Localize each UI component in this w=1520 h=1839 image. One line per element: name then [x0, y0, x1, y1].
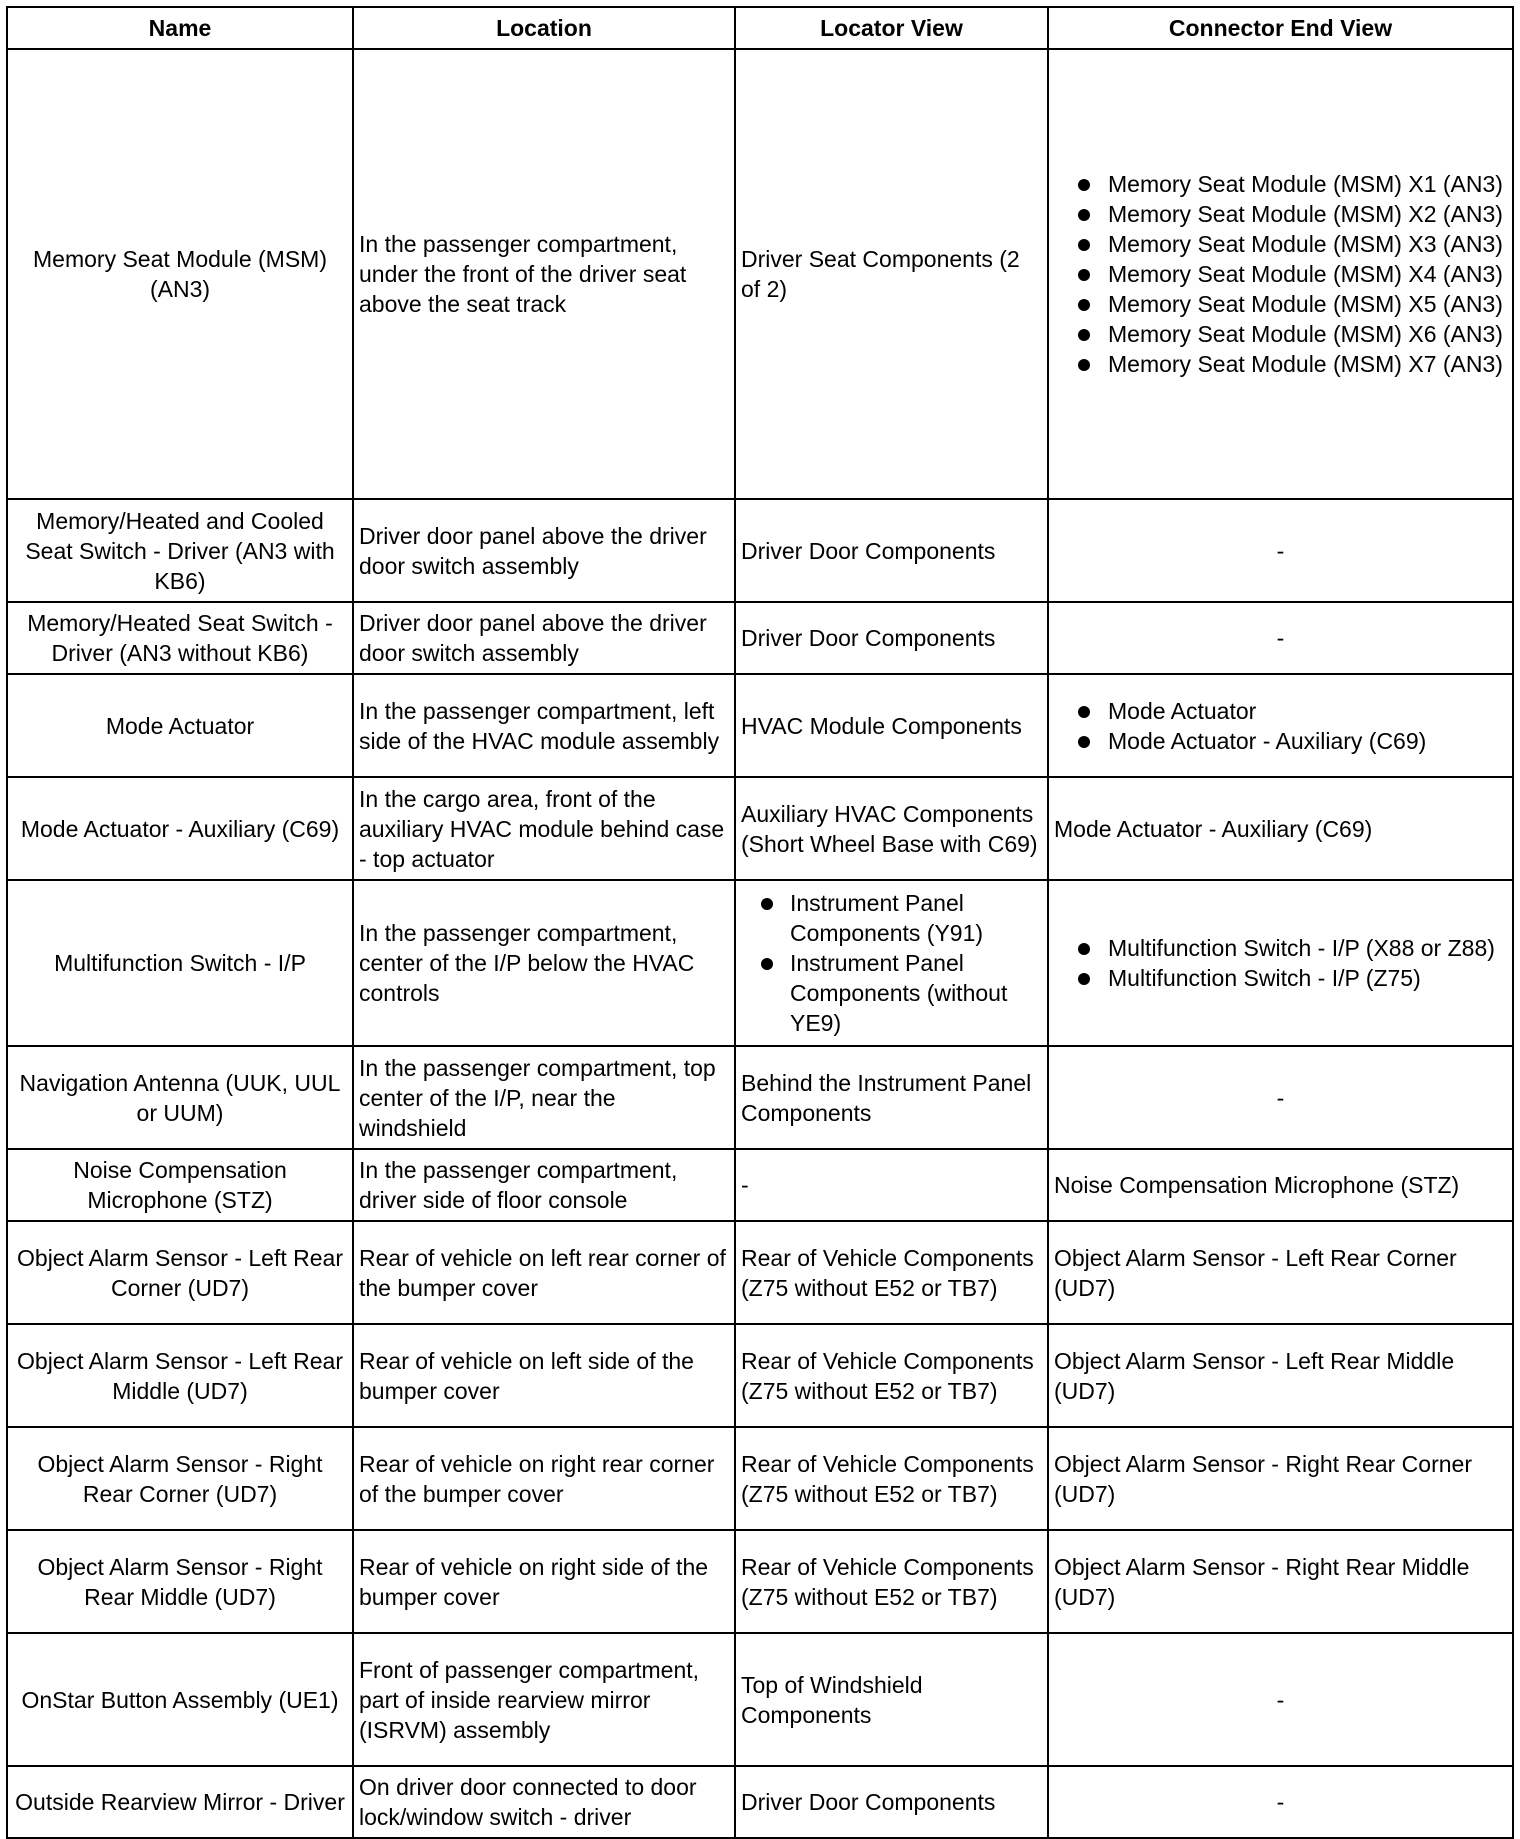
cell-locator-view — [735, 880, 1048, 1046]
cell-location: In the passenger compartment, driver side of floor console — [353, 1149, 735, 1221]
cell-connector-end-view: Object Alarm Sensor - Left Rear Middle (UD7) — [1048, 1324, 1513, 1427]
table-row — [7, 777, 1513, 880]
cell-connector-end-view: Object Alarm Sensor - Right Rear Middle (UD7) — [1048, 1530, 1513, 1633]
cell-location: Rear of vehicle on right rear corner of the bumper cover — [353, 1427, 735, 1530]
list-item: Instrument Panel Components (without YE9) — [741, 948, 1042, 1038]
table-row — [7, 49, 1513, 499]
list-item: Memory Seat Module (MSM) X5 (AN3) — [1054, 289, 1507, 319]
cell-location: In the passenger compartment, top center of the I/P, near the windshield — [353, 1046, 735, 1149]
cell-locator-view: Driver Door Components — [735, 499, 1048, 602]
cell-locator-view: Top of Windshield Components — [735, 1633, 1048, 1766]
cell-name: Object Alarm Sensor - Left Rear Middle (UD7) — [7, 1324, 353, 1427]
cell-location: In the passenger compartment, center of the I/P below the HVAC controls — [353, 880, 735, 1046]
header-location: Location — [353, 7, 735, 49]
cell-location: Driver door panel above the driver door switch assembly — [353, 499, 735, 602]
cell-connector-end-view — [1048, 49, 1513, 499]
list-item: Multifunction Switch - I/P (Z75) — [1054, 963, 1507, 993]
cell-locator-view: Rear of Vehicle Components (Z75 without E52 or TB7) — [735, 1324, 1048, 1427]
cell-locator-view: - — [735, 1149, 1048, 1221]
header-connector-end-view: Connector End View — [1048, 7, 1513, 49]
cell-location: In the passenger compartment, left side of the HVAC module assembly — [353, 674, 735, 777]
list-item: Memory Seat Module (MSM) X1 (AN3) — [1054, 169, 1507, 199]
table-row — [7, 1530, 1513, 1633]
connector-list — [1054, 169, 1507, 379]
cell-name: Object Alarm Sensor - Left Rear Corner (UD7) — [7, 1221, 353, 1324]
cell-name: Multifunction Switch - I/P — [7, 880, 353, 1046]
list-item: Multifunction Switch - I/P (X88 or Z88) — [1054, 933, 1507, 963]
cell-locator-view: Rear of Vehicle Components (Z75 without E52 or TB7) — [735, 1530, 1048, 1633]
cell-location: Driver door panel above the driver door switch assembly — [353, 602, 735, 674]
header-row — [7, 7, 1513, 49]
list-item: Memory Seat Module (MSM) X7 (AN3) — [1054, 349, 1507, 379]
connector-list — [1054, 933, 1507, 993]
cell-name: Mode Actuator - Auxiliary (C69) — [7, 777, 353, 880]
cell-connector-end-view: Object Alarm Sensor - Right Rear Corner (UD7) — [1048, 1427, 1513, 1530]
cell-name: Mode Actuator — [7, 674, 353, 777]
table-row — [7, 880, 1513, 1046]
table-row — [7, 602, 1513, 674]
cell-connector-end-view: - — [1048, 1766, 1513, 1838]
cell-locator-view: Driver Door Components — [735, 602, 1048, 674]
cell-locator-view: Rear of Vehicle Components (Z75 without E52 or TB7) — [735, 1221, 1048, 1324]
list-item: Mode Actuator - Auxiliary (C69) — [1054, 726, 1507, 756]
list-item: Memory Seat Module (MSM) X3 (AN3) — [1054, 229, 1507, 259]
cell-name: Outside Rearview Mirror - Driver — [7, 1766, 353, 1838]
cell-location: On driver door connected to door lock/window switch - driver — [353, 1766, 735, 1838]
table-row — [7, 1324, 1513, 1427]
cell-name: Memory Seat Module (MSM) (AN3) — [7, 49, 353, 499]
table-row — [7, 674, 1513, 777]
cell-locator-view: Driver Seat Components (2 of 2) — [735, 49, 1048, 499]
cell-name: Memory/Heated Seat Switch - Driver (AN3 without KB6) — [7, 602, 353, 674]
cell-connector-end-view — [1048, 674, 1513, 777]
list-item: Memory Seat Module (MSM) X4 (AN3) — [1054, 259, 1507, 289]
cell-connector-end-view: - — [1048, 499, 1513, 602]
cell-location: In the cargo area, front of the auxiliary HVAC module behind case - top actuator — [353, 777, 735, 880]
table-row — [7, 1046, 1513, 1149]
cell-name: Noise Compensation Microphone (STZ) — [7, 1149, 353, 1221]
cell-location: Rear of vehicle on right side of the bumper cover — [353, 1530, 735, 1633]
cell-connector-end-view: - — [1048, 1633, 1513, 1766]
cell-connector-end-view: Object Alarm Sensor - Left Rear Corner (UD7) — [1048, 1221, 1513, 1324]
cell-location: In the passenger compartment, under the front of the driver seat above the seat track — [353, 49, 735, 499]
header-name: Name — [7, 7, 353, 49]
component-locator-table — [6, 6, 1514, 1839]
header-locator-view: Locator View — [735, 7, 1048, 49]
table-row — [7, 1766, 1513, 1838]
list-item: Memory Seat Module (MSM) X2 (AN3) — [1054, 199, 1507, 229]
cell-connector-end-view: - — [1048, 1046, 1513, 1149]
list-item: Mode Actuator — [1054, 696, 1507, 726]
cell-locator-view: Driver Door Components — [735, 1766, 1048, 1838]
table-row — [7, 1221, 1513, 1324]
cell-locator-view: Rear of Vehicle Components (Z75 without E52 or TB7) — [735, 1427, 1048, 1530]
table-row — [7, 1633, 1513, 1766]
cell-connector-end-view: - — [1048, 602, 1513, 674]
table-row — [7, 499, 1513, 602]
cell-connector-end-view: Mode Actuator - Auxiliary (C69) — [1048, 777, 1513, 880]
list-item: Memory Seat Module (MSM) X6 (AN3) — [1054, 319, 1507, 349]
connector-list — [1054, 696, 1507, 756]
cell-name: Object Alarm Sensor - Right Rear Corner (UD7) — [7, 1427, 353, 1530]
table-row — [7, 1427, 1513, 1530]
cell-location: Rear of vehicle on left side of the bumper cover — [353, 1324, 735, 1427]
cell-locator-view: Behind the Instrument Panel Components — [735, 1046, 1048, 1149]
list-item: Instrument Panel Components (Y91) — [741, 888, 1042, 948]
table-row — [7, 1149, 1513, 1221]
locator-list — [741, 888, 1042, 1038]
cell-name: Memory/Heated and Cooled Seat Switch - Driver (AN3 with KB6) — [7, 499, 353, 602]
cell-locator-view: HVAC Module Components — [735, 674, 1048, 777]
cell-location: Front of passenger compartment, part of inside rearview mirror (ISRVM) assembly — [353, 1633, 735, 1766]
cell-connector-end-view: Noise Compensation Microphone (STZ) — [1048, 1149, 1513, 1221]
cell-name: Navigation Antenna (UUK, UUL or UUM) — [7, 1046, 353, 1149]
cell-locator-view: Auxiliary HVAC Components (Short Wheel Base with C69) — [735, 777, 1048, 880]
cell-name: OnStar Button Assembly (UE1) — [7, 1633, 353, 1766]
cell-location: Rear of vehicle on left rear corner of the bumper cover — [353, 1221, 735, 1324]
cell-connector-end-view — [1048, 880, 1513, 1046]
cell-name: Object Alarm Sensor - Right Rear Middle (UD7) — [7, 1530, 353, 1633]
